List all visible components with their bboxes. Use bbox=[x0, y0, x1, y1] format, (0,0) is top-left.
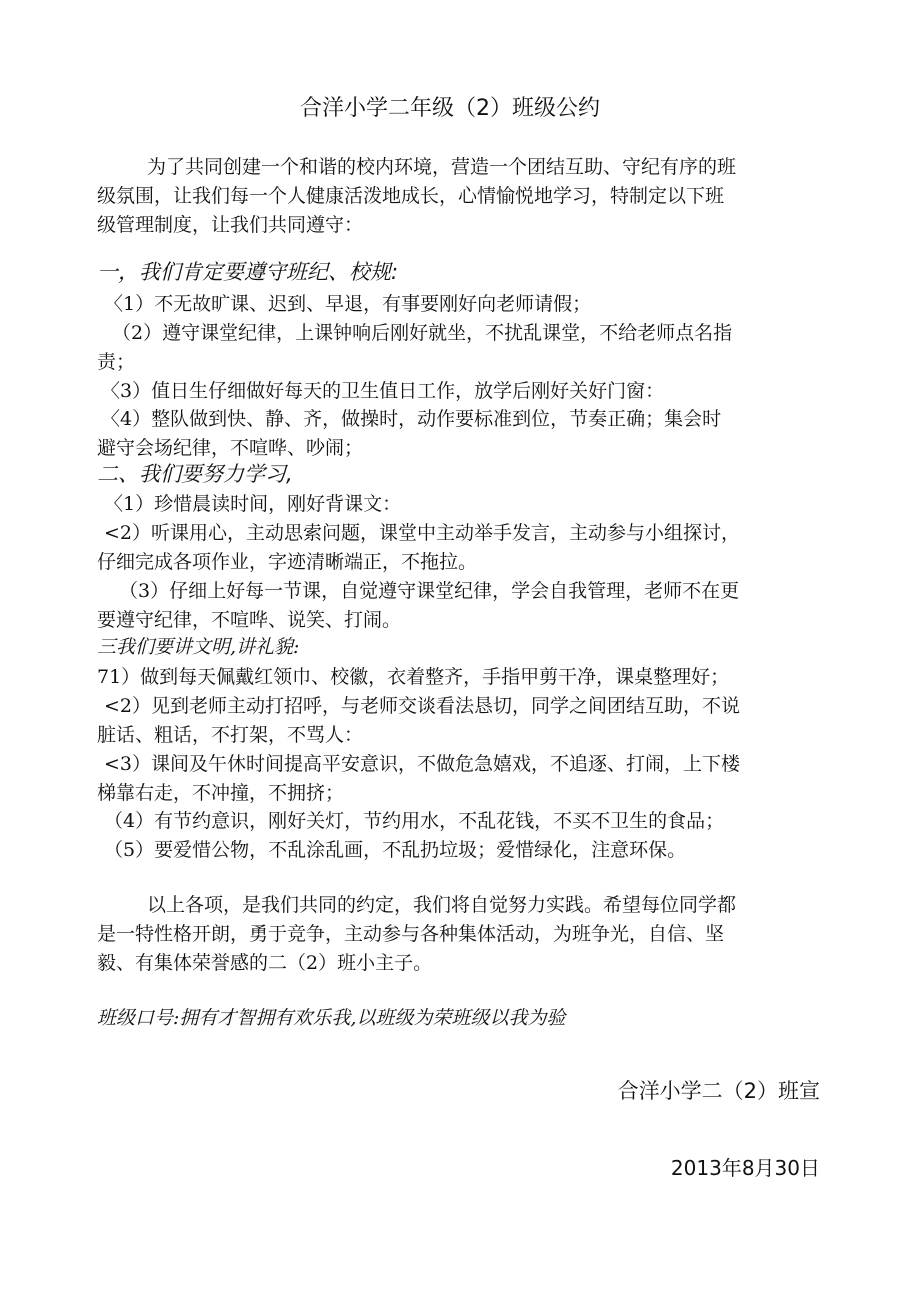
section-2-line-3: 仔细完成各项作业，字迹清晰端正，不拖拉。 bbox=[97, 551, 478, 573]
section-3-line-7: （5）要爱惜公物，不乱涂乱画，不乱扔垃圾；爱惜绿化，注意环保。 bbox=[104, 839, 687, 861]
section-2-line-2: <2）听课用心，主动思索问题，课堂中主动举手发言，主动参与小组探讨， bbox=[104, 522, 741, 544]
section-2-heading: 二、我们要努力学习, bbox=[97, 462, 293, 486]
closing-line-1: 以上各项，是我们共同的约定，我们将自觉努力实践。希望每位同学都 bbox=[147, 894, 737, 916]
section-2-line-1: 〈1）珍惜晨读时间，刚好背课文： bbox=[104, 493, 402, 515]
intro-line-1: 为了共同创建一个和谐的校内环境，营造一个团结互助、守纪有序的班 bbox=[147, 156, 737, 178]
class-slogan: 班级口号:拥有才智拥有欢乐我,以班级为荣班级以我为验 bbox=[97, 1007, 566, 1029]
section-2-line-5: 要遵守纪律，不喧哗、说笑、打闹。 bbox=[97, 609, 402, 631]
section-3-line-5: 梯靠右走，不冲撞，不拥挤； bbox=[97, 782, 345, 804]
section-1-line-6: 避守会场纪律，不喧哗、吵闹； bbox=[97, 437, 364, 459]
intro-line-3: 级管理制度，让我们共同遵守： bbox=[97, 214, 364, 236]
section-3-line-6: （4）有节约意识，刚好关灯，节约用水，不乱花钱，不买不卫生的食品； bbox=[104, 810, 725, 832]
section-3-line-1: 71）做到每天佩戴红领巾、校徽，衣着整齐，手指甲剪干净，课桌整理好； bbox=[97, 666, 730, 688]
section-1-line-3: 责； bbox=[97, 351, 136, 373]
section-3-heading: 三我们要讲文明,讲礼貌: bbox=[97, 636, 300, 658]
section-1-line-4: 〈3）值日生仔细做好每天的卫生值日工作，放学后刚好关好门窗： bbox=[101, 380, 665, 402]
section-3-line-3: 脏话、粗话，不打架，不骂人： bbox=[97, 724, 364, 746]
signature: 合洋小学二（2）班宣 bbox=[617, 1079, 820, 1103]
section-1-line-2: （2）遵守课堂纪律，上课钟响后刚好就坐，不扰乱课堂，不给老师点名指 bbox=[112, 322, 733, 344]
section-2-line-4: （3）仔细上好每一节课，自觉遵守课堂纪律，学会自我管理，老师不在更 bbox=[119, 580, 740, 602]
closing-line-3: 毅、有集体荣誉感的二（2）班小主子。 bbox=[97, 952, 433, 974]
document-title: 合洋小学二年级（2）班级公约 bbox=[300, 96, 600, 121]
section-1-line-5: 〈4）整队做到快、静、齐，做操时，动作要标准到位，节奏正确；集会时 bbox=[101, 408, 722, 430]
section-1-heading: 一，我们肯定要遵守班纪、校规: bbox=[97, 260, 399, 284]
intro-line-2: 级氛围，让我们每一个人健康活泼地成长，心情愉悦地学习，特制定以下班 bbox=[97, 185, 725, 207]
date: 2013年8月30日 bbox=[670, 1156, 820, 1180]
closing-line-2: 是一特性格开朗，勇于竞争，主动参与各种集体活动，为班争光，自信、坚 bbox=[97, 923, 725, 945]
section-1-line-1: 〈1）不无故旷课、迟到、早退，有事要刚好向老师请假； bbox=[104, 293, 592, 315]
section-3-line-4: <3）课间及午休时间提高平安意识，不做危急嬉戏，不追逐、打闹，上下楼 bbox=[104, 753, 741, 775]
section-3-line-2: <2）见到老师主动打招呼，与老师交谈看法恳切，同学之间团结互助，不说 bbox=[104, 695, 741, 717]
